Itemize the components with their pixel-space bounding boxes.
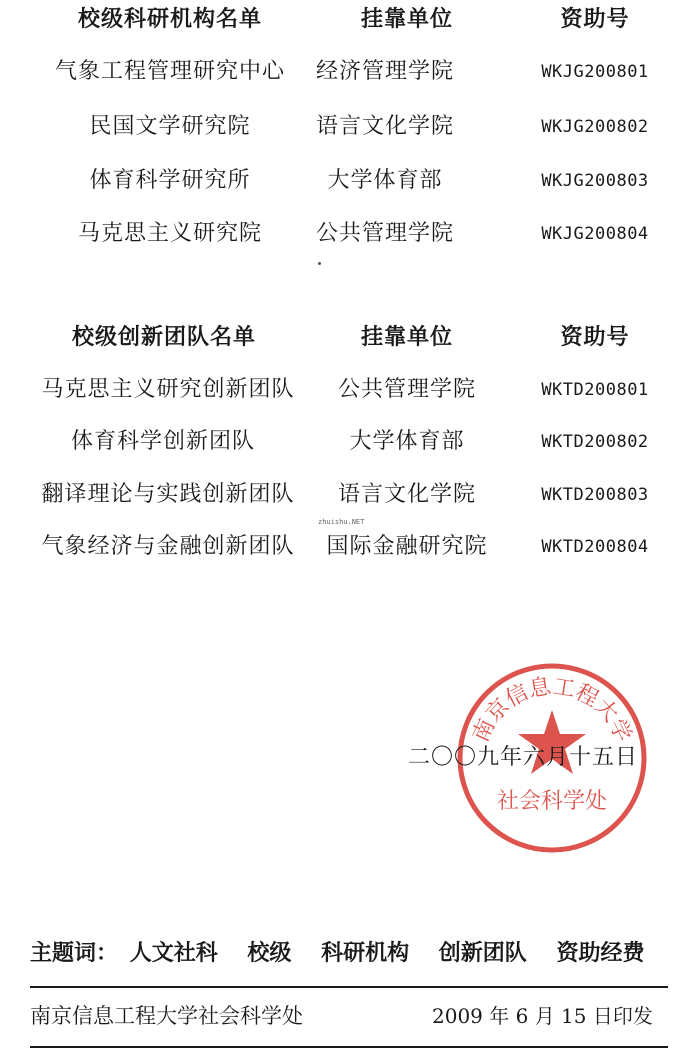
teams-header-name: 校级创新团队名单 (71, 325, 256, 350)
institute-name: 民国文学研究院 (89, 114, 251, 139)
institute-code: WKJG200804 (541, 224, 649, 244)
seal-bottom-text: 社会科学处 (496, 789, 608, 814)
watermark-text: zhuishu.NET (318, 518, 365, 526)
team-unit: 语言文化学院 (337, 482, 476, 507)
team-unit: 国际金融研究院 (326, 534, 488, 559)
divider-bottom (30, 1046, 668, 1048)
table-row (0, 527, 700, 567)
teams-header-row (0, 318, 700, 358)
keywords-line (30, 936, 644, 967)
seal-top-text: 南京信息工程大学 (468, 674, 636, 746)
table-row (0, 475, 700, 515)
table-row (0, 107, 700, 147)
divider-top (30, 986, 668, 988)
institutes-header-row (0, 0, 700, 40)
institute-code: WKJG200803 (541, 171, 649, 191)
team-code: WKTD200802 (541, 432, 649, 452)
institutes-header-name: 校级科研机构名单 (77, 7, 262, 32)
team-name: 体育科学创新团队 (70, 429, 255, 454)
institute-unit: 公共管理学院 (315, 221, 454, 246)
team-name: 马克思主义研究创新团队 (41, 377, 295, 402)
team-name: 气象经济与金融创新团队 (41, 534, 295, 559)
keywords-label: 主题词： (30, 941, 119, 966)
institute-code: WKJG200801 (541, 62, 649, 82)
keyword-item: 校级 (247, 941, 292, 966)
issue-date: 2009 年 6 月 15 日印发 (432, 1004, 653, 1028)
institutes-header-unit: 挂靠单位 (360, 7, 453, 32)
table-row (0, 422, 700, 462)
table-row (0, 370, 700, 410)
team-unit: 大学体育部 (349, 429, 465, 454)
table-row (0, 214, 700, 254)
institute-code: WKJG200802 (541, 117, 649, 137)
team-code: WKTD200803 (541, 485, 649, 505)
ink-speck (318, 262, 321, 265)
institute-name: 气象工程管理研究中心 (54, 59, 285, 84)
signing-date: 二〇〇九年六月十五日 (408, 745, 639, 770)
keyword-item: 科研机构 (321, 941, 410, 966)
team-unit: 公共管理学院 (337, 377, 476, 402)
institute-unit: 经济管理学院 (315, 59, 454, 84)
institute-unit: 大学体育部 (327, 168, 443, 193)
keyword-item: 人文社科 (129, 941, 218, 966)
table-row (0, 161, 700, 201)
team-code: WKTD200804 (541, 537, 649, 557)
keyword-item: 创新团队 (438, 941, 527, 966)
institute-name: 体育科学研究所 (89, 168, 251, 193)
team-code: WKTD200801 (541, 380, 649, 400)
table-row (0, 52, 700, 92)
keyword-item: 资助经费 (556, 941, 645, 966)
teams-header-code: 资助号 (560, 325, 630, 350)
institute-unit: 语言文化学院 (315, 114, 454, 139)
teams-header-unit: 挂靠单位 (360, 325, 453, 350)
issuer-name: 南京信息工程大学社会科学处 (30, 1004, 303, 1028)
institute-name: 马克思主义研究院 (77, 221, 262, 246)
team-name: 翻译理论与实践创新团队 (41, 482, 295, 507)
institutes-header-code: 资助号 (560, 7, 630, 32)
